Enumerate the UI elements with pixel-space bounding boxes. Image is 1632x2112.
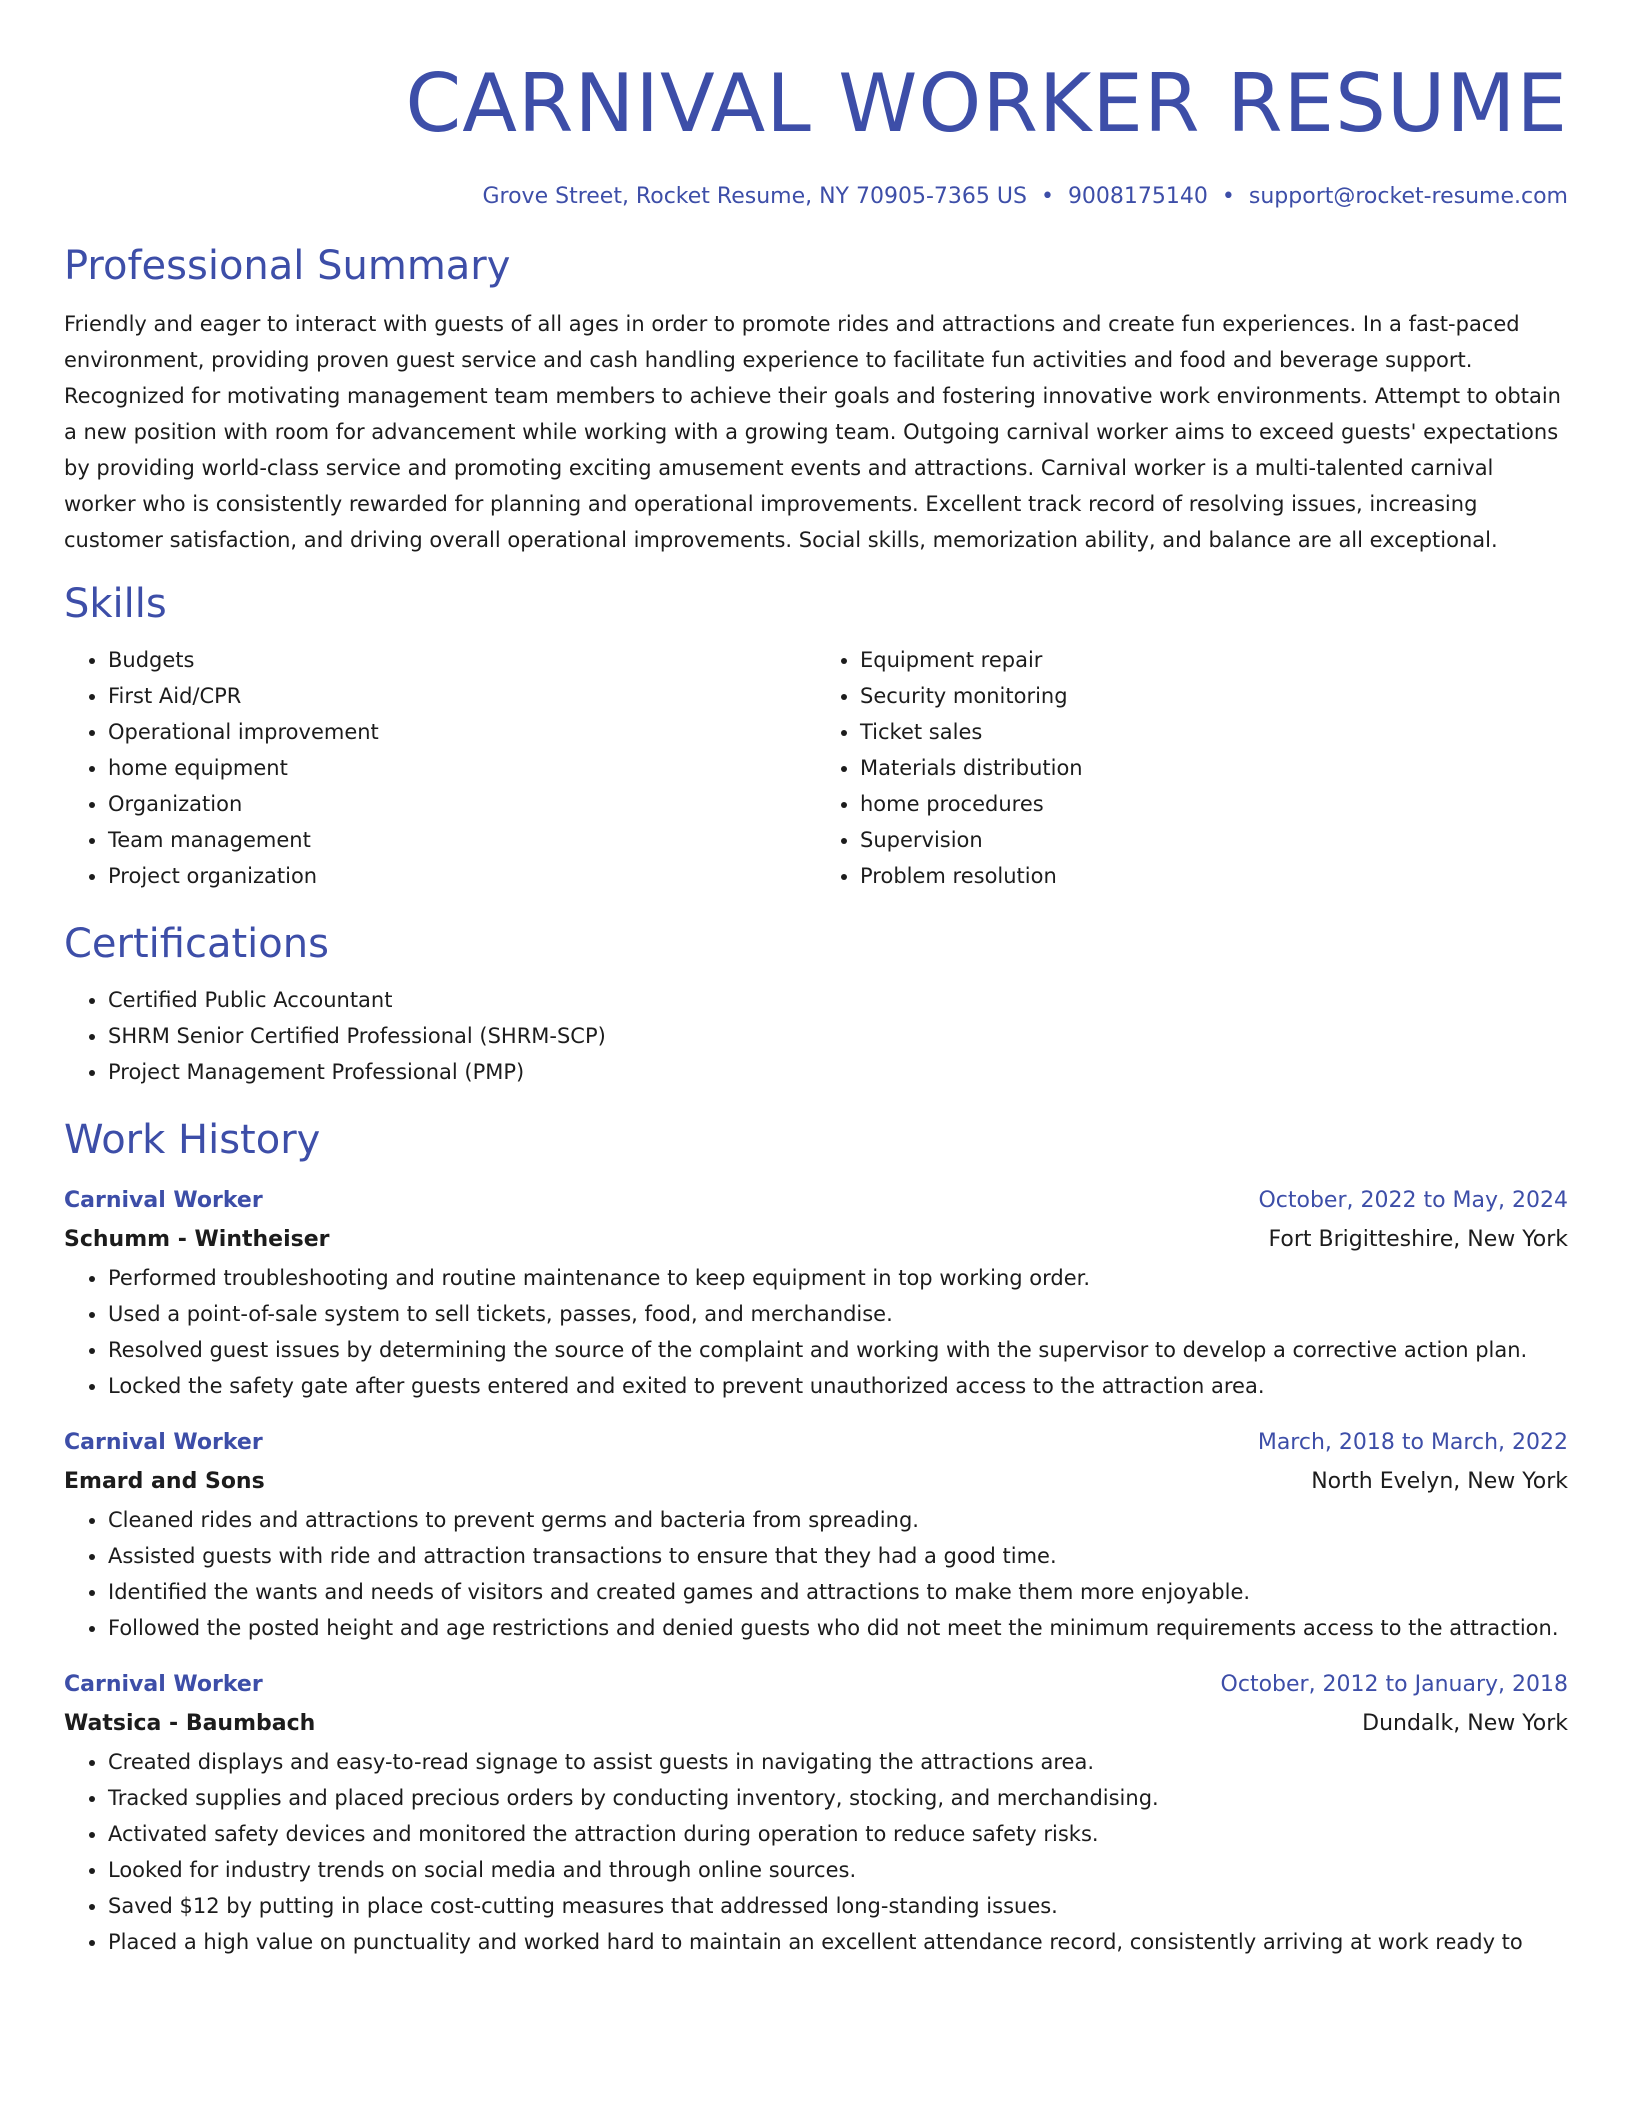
job-duty-item: • Performed troubleshooting and routine maintenance to keep equipment in top working order. [108,1260,1568,1296]
resume-page [64,0,1568,1960]
skill-item: • Ticket sales [860,714,1568,750]
job-header-row [64,1182,1568,1220]
skill-item: • Budgets [108,642,816,678]
contact-address: Grove Street, Rocket Resume, NY 70905-7365 US [482,184,1027,209]
job-location: Fort Brigitteshire, New York [1268,1227,1568,1252]
skill-item: • home procedures [860,786,1568,822]
summary-section [64,240,1568,558]
skill-item: • Project organization [108,858,816,894]
job-duty-item: • Used a point-of-sale system to sell tickets, passes, food, and merchandise. [108,1296,1568,1332]
work-history-section [64,1114,1568,1960]
job-title: Carnival Worker [64,1672,263,1697]
job-duty-item: • Identified the wants and needs of visitors and created games and attractions to make them more enjoyable. [108,1574,1568,1610]
skill-item: • Equipment repair [860,642,1568,678]
contact-phone: 9008175140 [1067,184,1208,209]
job-title: Carnival Worker [64,1188,263,1213]
job-duty-item: • Cleaned rides and attractions to prevent germs and bacteria from spreading. [108,1502,1568,1538]
job-duties-list [64,1744,1568,1960]
skill-item: • First Aid/CPR [108,678,816,714]
skill-item: • Operational improvement [108,714,816,750]
skill-item: • Security monitoring [860,678,1568,714]
job-dates: October, 2012 to January, 2018 [1220,1672,1568,1697]
skill-item: • Materials distribution [860,750,1568,786]
job-location: Dundalk, New York [1362,1711,1568,1736]
summary-text: Friendly and eager to interact with guests of all ages in order to promote rides and attractions and create fun experiences. In a fast-paced environment, providing proven guest service and cash handling experience to facilitate fun activities and food and beverage support. Recognized for motivating management team members to achieve their goals and fostering innovative work environments. Attempt to obtain a new position with room for advancement while working with a growing team. Outgoing carnival worker aims to exceed guests' expectations by providing world-class service and promoting exciting amusement events and attractions. Carnival worker is a multi-talented carnival worker who is consistently rewarded for planning and operational improvements. Excellent track record of resolving issues, increasing customer satisfaction, and driving overall operational improvements. Social skills, memorization ability, and balance are all exceptional. [64,312,1561,552]
certifications-heading: Certifications [64,921,329,967]
skill-item: • Team management [108,822,816,858]
certification-item: • SHRM Senior Certified Professional (SHRM-SCP) [108,1018,1568,1054]
job-employer-row [64,1704,1568,1744]
job-entry [64,1182,1568,1404]
job-duty-item: • Created displays and easy-to-read signage to assist guests in navigating the attractions area. [108,1744,1568,1780]
resume-title: CARNIVAL WORKER RESUME [405,57,1568,150]
job-duty-item: • Activated safety devices and monitored the attraction during operation to reduce safety risks. [108,1816,1568,1852]
contact-email[interactable]: support@rocket-resume.com [1248,184,1568,209]
job-duty-item: • Saved $12 by putting in place cost-cutting measures that addressed long-standing issues. [108,1888,1568,1924]
job-company: Emard and Sons [64,1469,265,1494]
job-title: Carnival Worker [64,1430,263,1455]
job-header-row [64,1424,1568,1462]
job-company: Schumm - Wintheiser [64,1227,330,1252]
job-dates: March, 2018 to March, 2022 [1257,1430,1568,1455]
certification-item: • Certified Public Accountant [108,982,1568,1018]
job-duty-item: • Resolved guest issues by determining the source of the complaint and working with the supervisor to develop a corrective action plan. [108,1332,1568,1368]
job-duty-item: • Looked for industry trends on social media and through online sources. [108,1852,1568,1888]
skill-item: • Supervision [860,822,1568,858]
job-duty-item: • Locked the safety gate after guests entered and exited to prevent unauthorized access to the attraction area. [108,1368,1568,1404]
job-employer-row [64,1220,1568,1260]
job-location: North Evelyn, New York [1311,1469,1568,1494]
job-entry [64,1424,1568,1646]
certifications-section [64,918,1568,1090]
skills-list-left [64,642,816,894]
job-duties-list [64,1502,1568,1646]
job-company: Watsica - Baumbach [64,1711,316,1736]
job-employer-row [64,1462,1568,1502]
contact-separator: • [1221,184,1235,209]
skill-item: • Organization [108,786,816,822]
contact-line [64,182,1568,212]
job-duty-item: • Placed a high value on punctuality and worked hard to maintain an excellent attendance record, consistently arriving at work ready to [108,1924,1568,1960]
skills-list-right [816,642,1568,894]
job-duty-item: • Followed the posted height and age restrictions and denied guests who did not meet the minimum requirements access to the attraction. [108,1610,1568,1646]
skill-item: • home equipment [108,750,816,786]
skills-section [64,578,1568,894]
job-duty-item: • Assisted guests with ride and attraction transactions to ensure that they had a good time. [108,1538,1568,1574]
summary-heading: Professional Summary [64,243,511,289]
contact-separator: • [1040,184,1054,209]
work-history-heading: Work History [64,1117,321,1163]
skills-heading: Skills [64,581,167,627]
skill-item: • Problem resolution [860,858,1568,894]
certification-item: • Project Management Professional (PMP) [108,1054,1568,1090]
job-duty-item: • Tracked supplies and placed precious orders by conducting inventory, stocking, and merchandising. [108,1780,1568,1816]
job-entry [64,1666,1568,1960]
skills-grid [64,642,1568,894]
job-duties-list [64,1260,1568,1404]
job-dates: October, 2022 to May, 2024 [1258,1188,1568,1213]
job-header-row [64,1666,1568,1704]
certifications-list [64,982,1568,1090]
